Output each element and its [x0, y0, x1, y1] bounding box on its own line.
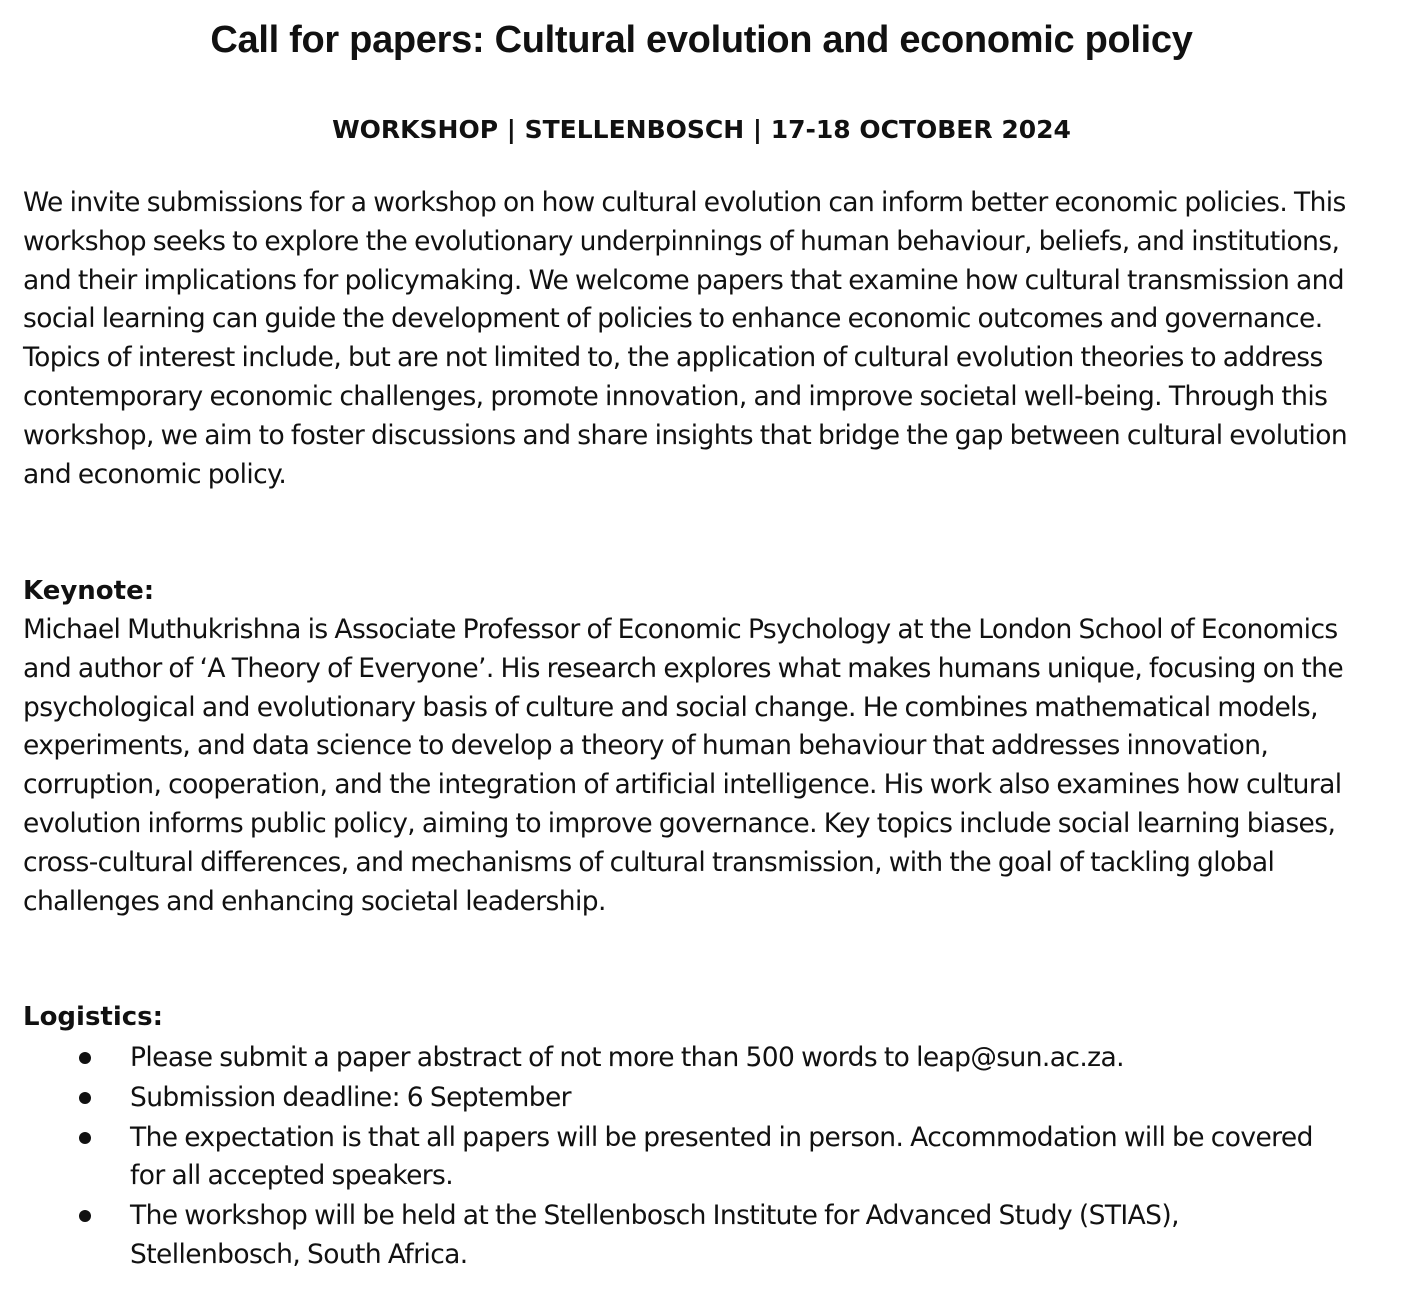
keynote-heading: Keynote: [23, 576, 155, 606]
list-item [0, 1197, 1403, 1275]
page-title: Call for papers: Cultural evolution and economic policy [210, 19, 1193, 61]
list-item-text: Submission deadline: 6 September [130, 1081, 571, 1113]
list-item [0, 1079, 1403, 1118]
event-subtitle: WORKSHOP | STELLENBOSCH | 17-18 OCTOBER 2024 [332, 115, 1071, 144]
bullet-icon [79, 1210, 91, 1222]
list-item-text: The workshop will be held at the Stellenbosch Institute for Advanced Study (STIAS), Stellenbosch, South Africa. [130, 1200, 1179, 1270]
list-item-text: Please submit a paper abstract of not more than 500 words to leap@sun.ac.za. [130, 1042, 1124, 1073]
keynote-paragraph: Michael Muthukrishna is Associate Professor of Economic Psychology at the London School of Economics and author of ‘A Theory of Everyone’. His research explores what makes humans unique, focusing on the psychological and evolutionary basis of culture and social change. He combines mathematical models, experiments, and data science to develop a theory of human behaviour that addresses innovation, corruption, cooperation, and the integration of artificial intelligence. His work also examines how cultural evolution informs public policy, aiming to improve governance. Key topics include social learning biases, cross-cultural differences, and mechanisms of cultural transmission, with the goal of tackling global challenges and enhancing societal leadership. [23, 614, 1344, 917]
list-item-text: The expectation is that all papers will be presented in person. Accommodation will be covered for all accepted speakers. [130, 1121, 1313, 1192]
bullet-icon [79, 1132, 91, 1144]
intro-paragraph: We invite submissions for a workshop on how cultural evolution can inform better economic policies. This workshop seeks to explore the evolutionary underpinnings of human behaviour, beliefs, and institutions, and their implications for policymaking. We welcome papers that examine how cultural transmission and social learning can guide the development of policies to enhance economic outcomes and governance. Topics of interest include, but are not limited to, the application of cultural evolution theories to address contemporary economic challenges, promote innovation, and improve societal well-being. Through this workshop, we aim to foster discussions and share insights that bridge the gap between cultural evolution and economic policy. [23, 187, 1348, 490]
logistics-heading: Logistics: [23, 1002, 164, 1032]
bullet-icon [79, 1052, 91, 1064]
bullet-icon [79, 1092, 91, 1104]
list-item [0, 1039, 1403, 1078]
list-item [0, 1119, 1403, 1197]
logistics-list [0, 1039, 1403, 1276]
